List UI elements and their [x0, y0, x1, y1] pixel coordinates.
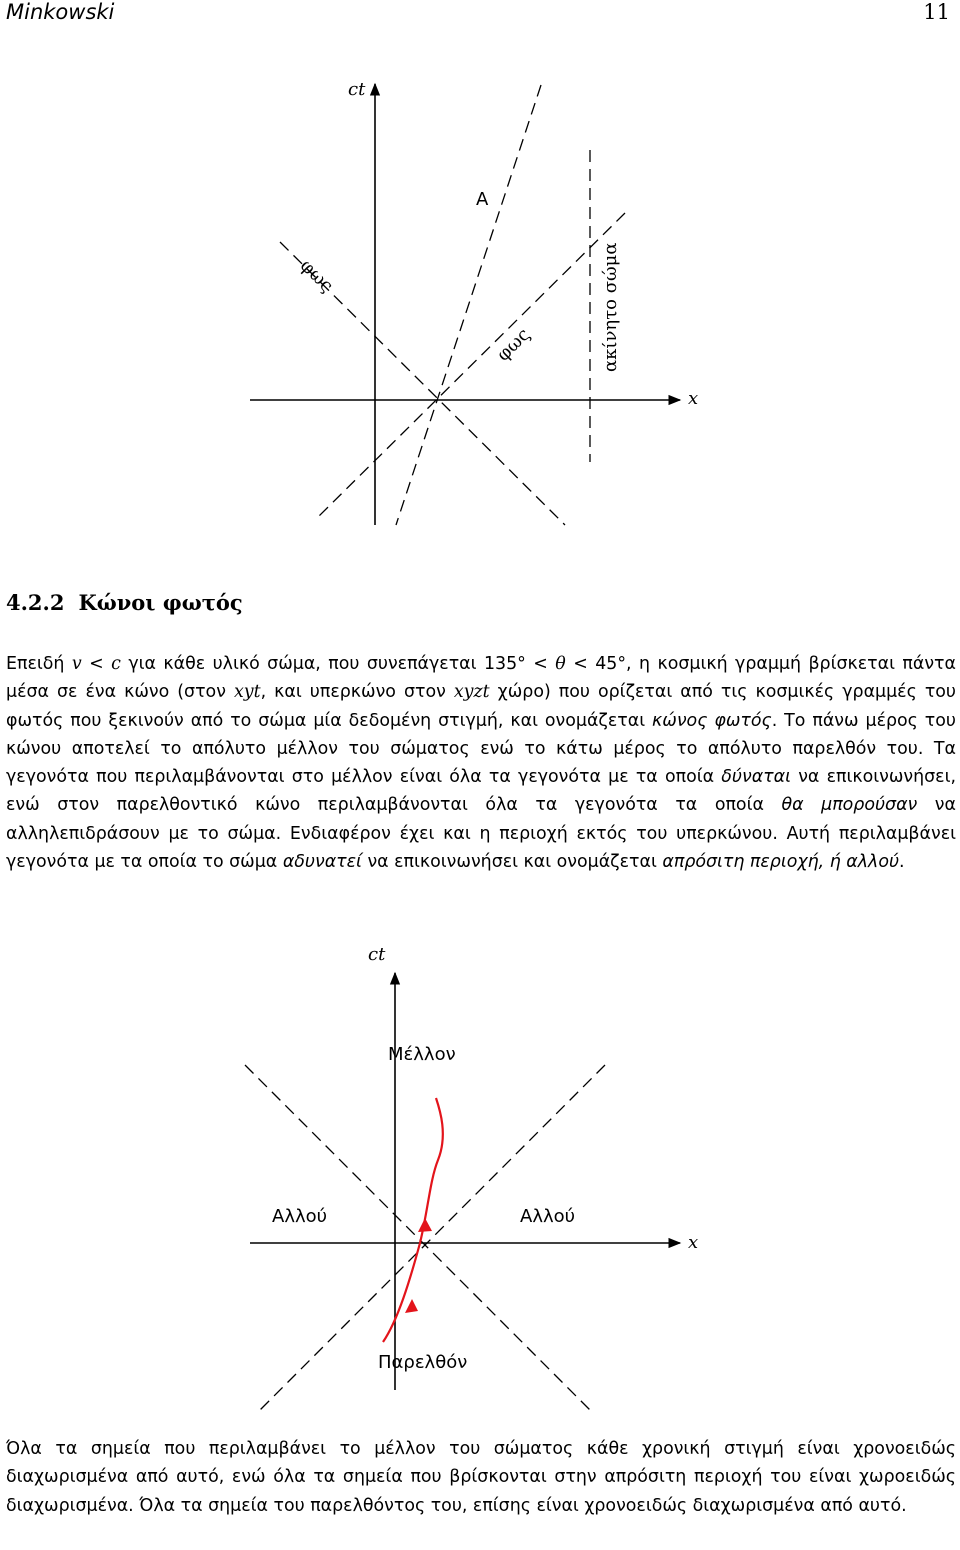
text-run: . Το πάνω μέρος του κώνου αποτελεί το απόλυτο μέλλον του σώματος ενώ το κάτω μέρος το απόλυτο παρελθόν του. Τα γεγονότα που περιλαμβάνονται στο μέλλον είναι όλα τα γεγονότα με τα οποία: [6, 710, 956, 788]
math-v: v: [71, 654, 82, 674]
math-xyt: xyt: [233, 682, 261, 703]
label-light-left: φως: [295, 255, 338, 297]
math-xyzt: xyzt: [453, 682, 490, 703]
text-run: για κάθε υλικό σώμα, που συνεπάγεται 135° <: [120, 654, 556, 674]
text-run: < 45°, η κοσμική γραμμή βρίσκεται πάντα μέσα σε ένα κώνο (στον: [6, 654, 956, 703]
text-run: να επικοινωνήσει, ενώ στον παρελθοντικό κώνο περιλαμβάνονται όλα τα γεγονότα τα οποία: [6, 767, 956, 816]
text-run: να αλληλεπιδράσουν με το σώμα. Ενδιαφέρον έχει και η περιοχή εκτός του υπερκώνου. Αυτή περιλαμβάνει γεγονότα με τα οποία το σώμα: [6, 795, 956, 873]
label-A: A: [476, 189, 489, 210]
text-run: να επικοινωνήσει και ονομάζεται: [361, 852, 663, 873]
worldline-arrow-upper: [418, 1218, 432, 1232]
text-run: , και υπερκώνο στον: [260, 682, 454, 703]
label-past: Παρελθόν: [378, 1352, 468, 1373]
text-run: χώρο) που ορίζεται από τις κοσμικές γραμμές του φωτός που ξεκινούν από το σώμα μία δεδομένη στιγμή, και ονομάζεται: [6, 682, 956, 731]
running-title: Minkowski: [6, 0, 115, 24]
label-elsewhere-left: Αλλού: [272, 1206, 328, 1227]
axis-x-label-2: x: [688, 1232, 699, 1253]
section-title: Κώνοι φωτός: [78, 590, 243, 615]
worldline-arrow-lower: [405, 1299, 418, 1313]
emphasis-light-cone: κώνος φωτός: [652, 710, 772, 731]
math-c: c: [111, 654, 121, 674]
axis-ct-label: ct: [348, 79, 366, 100]
emphasis-cannot: αδυνατεί: [282, 852, 362, 873]
label-light-right: φως: [492, 324, 535, 366]
paragraph-separation: Όλα τα σημεία που περιλαμβάνει το μέλλον του σώματος κάθε χρονική στιγμή είναι χρονοειδώς διαχωρισμένα από αυτό, ενώ όλα τα σημεία που βρίσκονται στην απρόσιτη περιοχή του είναι χωροειδώς διαχωρισμένα. Όλα τα σημεία του παρελθόντος του, επίσης είναι χρονοειδώς διαχωρισμένα από αυτό.: [6, 1439, 956, 1516]
label-elsewhere-right: Αλλού: [520, 1206, 576, 1227]
axis-ct-label-2: ct: [368, 944, 386, 965]
section-number: 4.2.2: [6, 590, 65, 615]
math-theta: θ: [555, 654, 566, 674]
text-run: .: [899, 852, 905, 873]
emphasis-can: δύναται: [721, 767, 791, 788]
emphasis-could: θα μπορούσαν: [781, 795, 918, 816]
text-run: Επειδή: [6, 654, 72, 674]
label-future: Μέλλον: [388, 1044, 456, 1065]
emphasis-elsewhere: απρόσιτη περιοχή, ή αλλού: [662, 852, 900, 873]
label-rest-body: ακίνητο σώμα: [600, 242, 621, 372]
text-run: <: [81, 654, 112, 674]
page-number: 11: [923, 0, 950, 24]
axis-x-label: x: [688, 388, 699, 409]
